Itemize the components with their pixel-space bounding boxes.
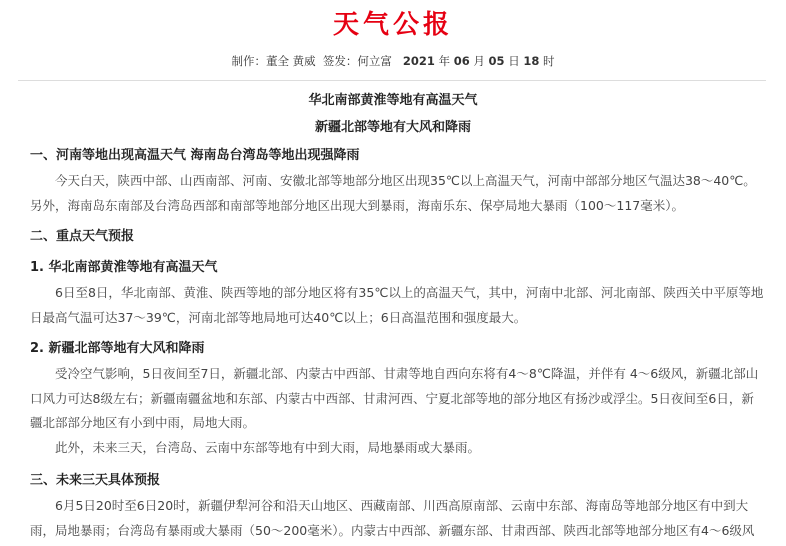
section-heading-1: 一、河南等地出现高温天气 海南岛台湾岛等地出现强降雨: [30, 148, 360, 163]
issue-hour: 18: [523, 54, 540, 68]
signer-label: 签发：: [322, 54, 358, 68]
hour-unit: 时: [543, 54, 555, 68]
section-heading-2: 二、重点天气预报: [30, 229, 135, 244]
headline-1: 华北南部黄淮等地有高温天气: [308, 93, 478, 108]
signer: 何立富: [357, 54, 392, 68]
month-unit: 月: [473, 54, 485, 68]
section-heading-3: 三、未来三天具体预报: [30, 473, 161, 488]
subsection-2-2-paragraph: 受冷空气影响，5日夜间至7日，新疆北部、内蒙古中西部、甘肃等地自西向东将有4～8℃降温，并伴有 4～6级风，新疆北部山口风力可达8级左右；新疆南疆盆地和东部、内蒙古中西部、甘肃河西、宁夏北部等地的部分地区有扬沙或浮尘。5日夜间至6日，新疆北部部分地区有小到中雨，局地大雨。: [30, 366, 759, 430]
authors: 董全 黄威: [265, 54, 316, 68]
bulletin-title: 天气公报: [332, 10, 453, 40]
issue-month: 06: [453, 54, 470, 68]
subsection-heading-2-2: 2. 新疆北部等地有大风和降雨: [30, 341, 205, 356]
bulletin-meta: [0, 53, 786, 69]
subsection-2-3-paragraph: 此外，未来三天，台湾岛、云南中东部等地有中到大雨，局地暴雨或大暴雨。: [55, 440, 481, 455]
header-divider: [18, 80, 766, 81]
year-unit: 年: [438, 54, 451, 68]
issue-day: 05: [488, 54, 505, 68]
section-3-paragraph: 6月5日20时至6日20时，新疆伊犁河谷和沿天山地区、西藏南部、川西高原南部、云南中东部、海南岛等地部分地区有中到大雨，局地暴雨；台湾岛有暴雨或大暴雨（50～200毫米）。内蒙古中西部、新疆东部、甘肃西部、陕西北部等地部分地区有4～6级风: [30, 498, 755, 538]
subsection-heading-2-1: 1. 华北南部黄淮等地有高温天气: [30, 260, 218, 275]
issue-year: 2021: [402, 54, 435, 68]
headline-2: 新疆北部等地有大风和降雨: [314, 120, 471, 135]
section-1-paragraph: 今天白天，陕西中部、山西南部、河南、安徽北部等地部分地区出现35℃以上高温天气，河南中部部分地区气温达38～40℃。另外，海南岛东南部及台湾岛西部和南部等地部分地区出现大到暴雨，海南乐东、保亭局地大暴雨（100～117毫米）。: [30, 173, 756, 213]
day-unit: 日: [508, 54, 520, 68]
author-label: 制作：: [231, 54, 266, 68]
subsection-2-1-paragraph: 6日至8日，华北南部、黄淮、陕西等地的部分地区将有35℃以上的高温天气，其中，河南中北部、河北南部、陕西关中平原等地日最高气温可达37～39℃，河南北部等地局地可达40℃以上；6日高温范围和强度最大。: [30, 285, 764, 325]
